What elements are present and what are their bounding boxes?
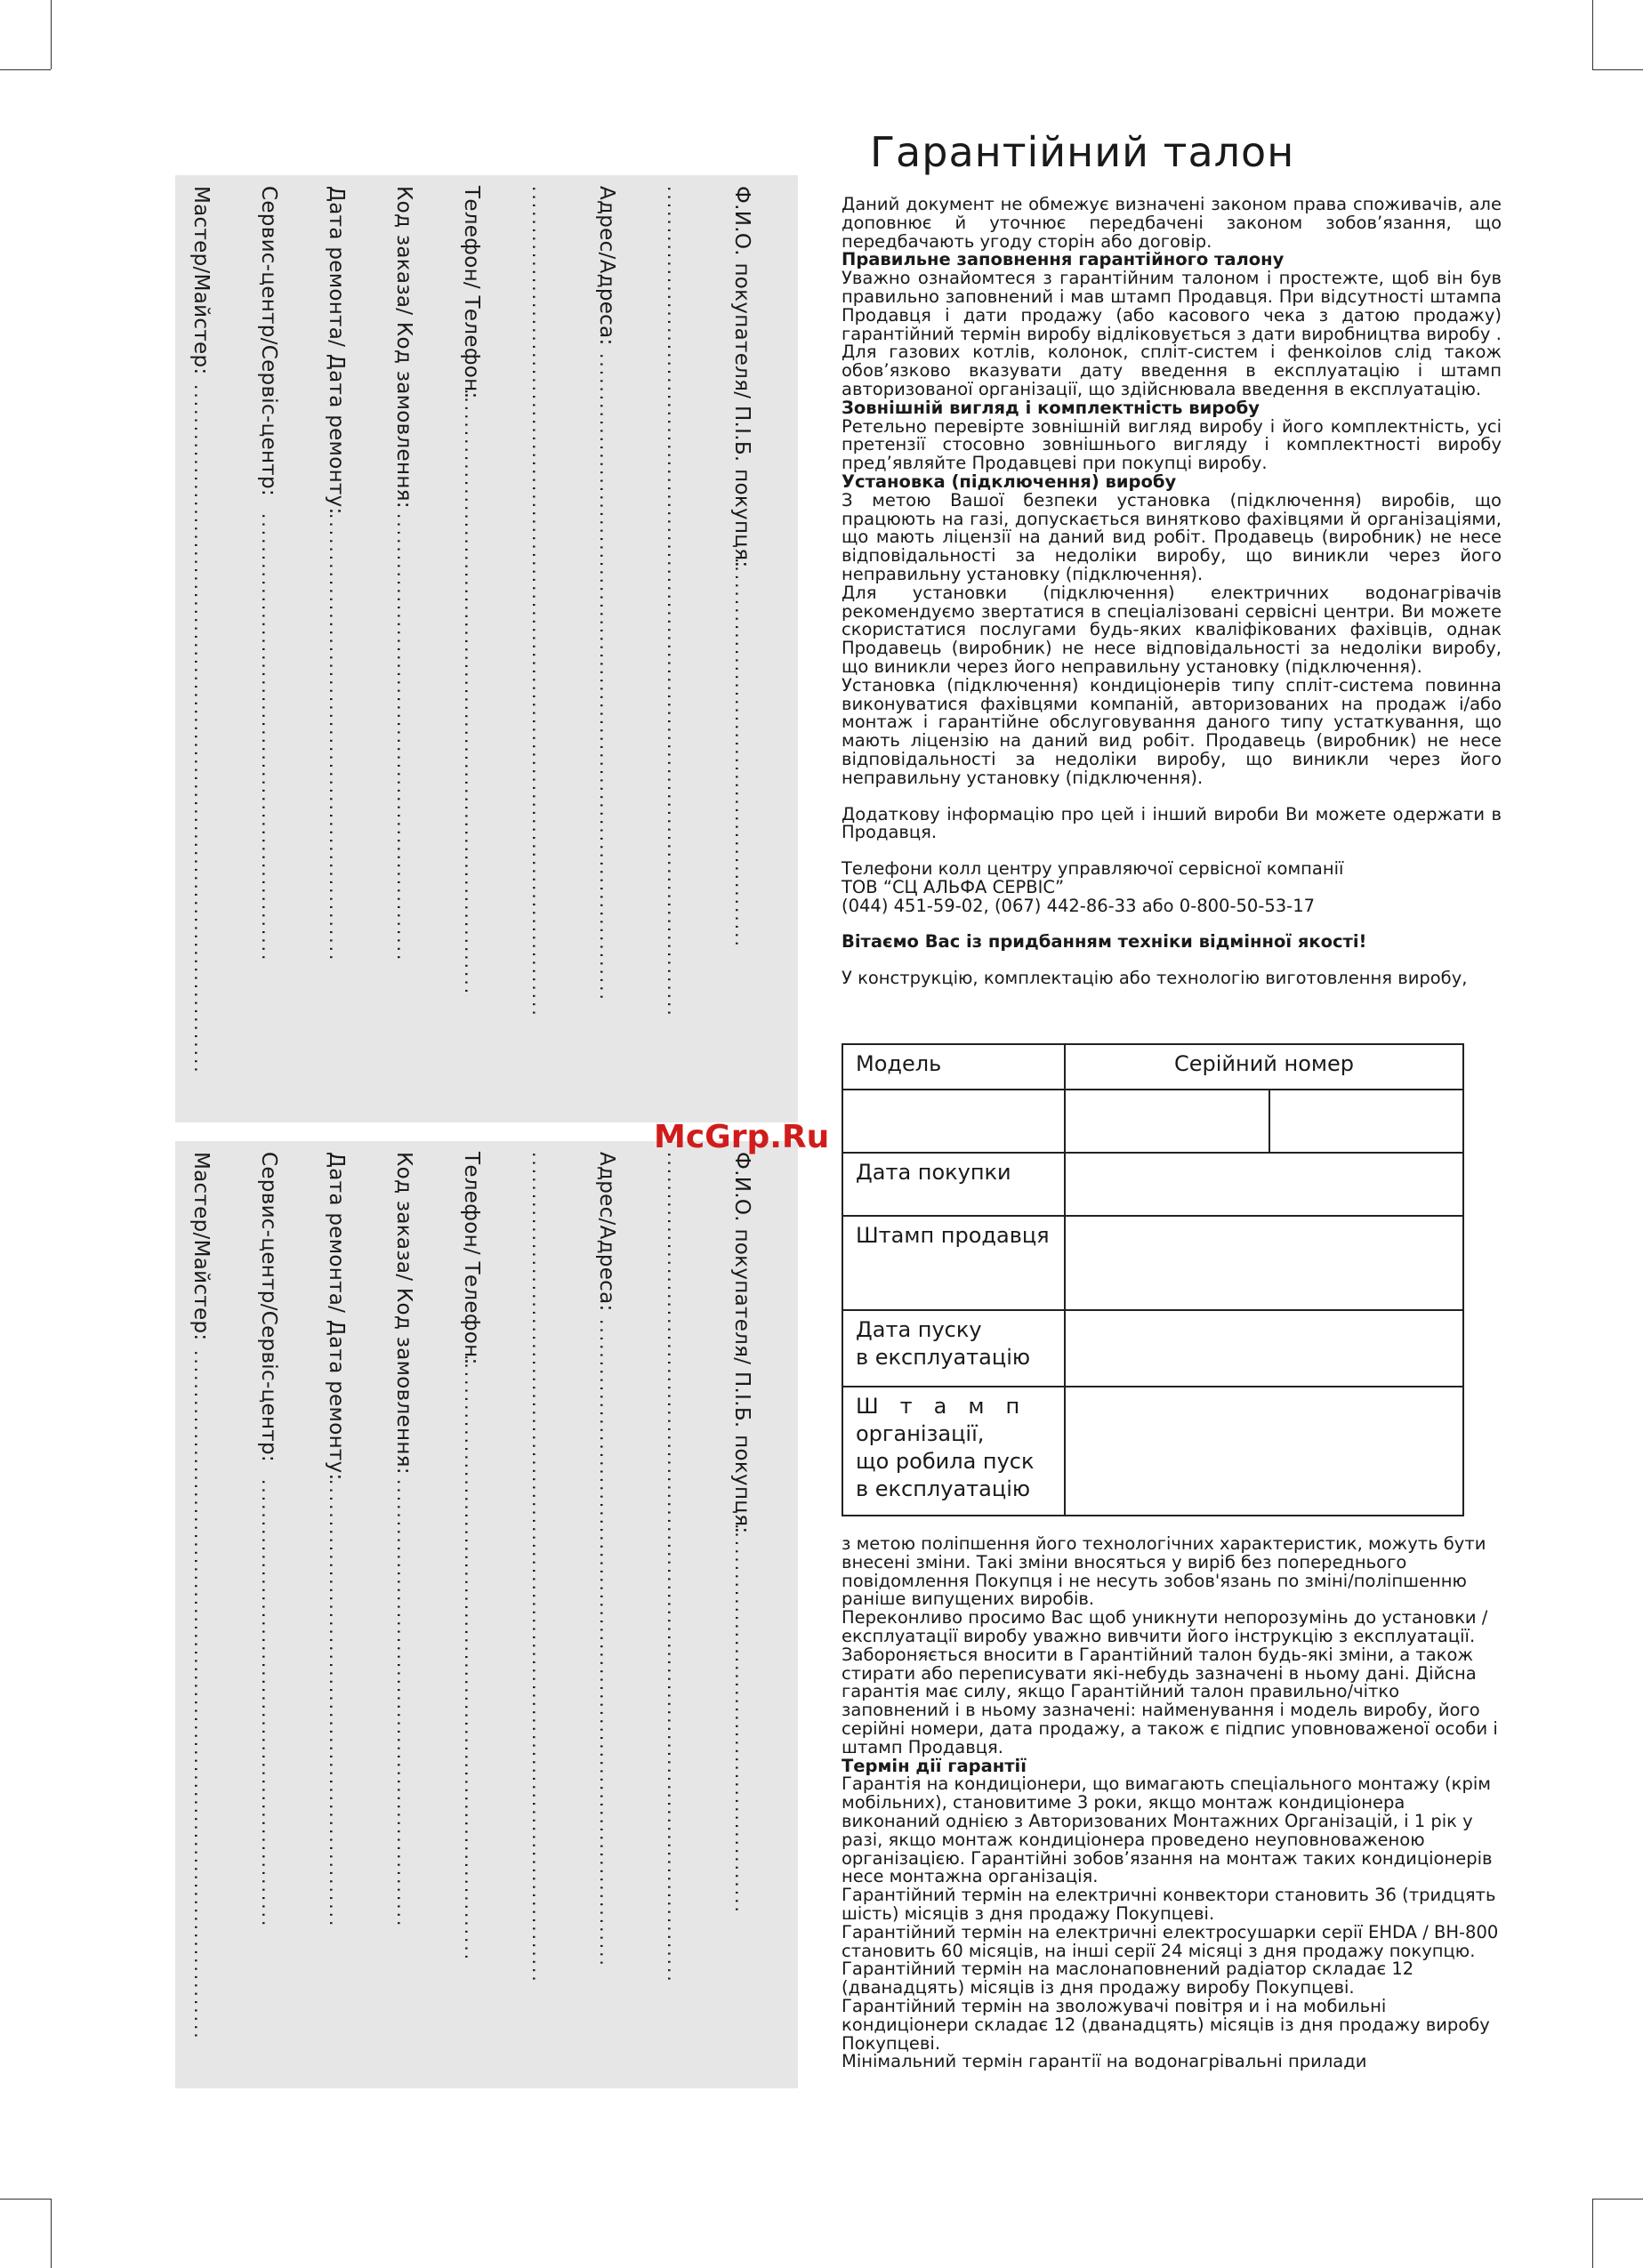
org-stamp-cell[interactable]: [1065, 1387, 1463, 1516]
model-cell[interactable]: [842, 1090, 1065, 1153]
repair-coupon-top: Ф.И.О. покупателя/ П.І.Б. покупця: ............................................... .................................................................................................... Адрес/Адреса: .............................................................................. .................................................................................................... Телефон/ Телефон: ......................................................................... Код заказа/ Код замовлення: ...................................................... Дата ремонта/ Дата ремонту: ...................................................... Сервис-центр/Сервіс-центр: ...................................................... Мастер/Майстер: ...................................................................................: [175, 175, 798, 1122]
crop-mark: [1592, 2199, 1593, 2268]
page-title: Гарантійний талон: [870, 128, 1295, 176]
start-date-label: Дата пуску в експлуатацію: [842, 1310, 1065, 1387]
company-name: ТОВ “СЦ АЛЬФА СЕРВІС”: [842, 876, 1065, 897]
paragraph: Для установки (підключення) електричних водонагрівачів рекомендуємо звертатися в спеціалізовані сервісні центри. Ви можете скористатися послугами будь-яких кваліфікованих фахівців, однак Продавець (виробник) не несе відповідальності за недоліки виробу, що виникли через його неправильну установку (підключення).: [842, 582, 1502, 677]
crop-mark: [51, 2199, 52, 2268]
paragraph: Ретельно перевірте зовнішній вигляд виробу і його комплектність, усі претензії стосовно зовнішнього вигляду і комплектності виробу пред’являйте Продавцеві при покупці виробу.: [842, 415, 1502, 474]
repair-coupon-bottom: Ф.И.О. покупателя/ П.І.Б. покупця: ............................................... .................................................................................................... Адрес/Адреса: .............................................................................. .................................................................................................... Телефон/ Телефон: ......................................................................... Код заказа/ Код замовлення: ...................................................... Дата ремонта/ Дата ремонту: ...................................................... Сервис-центр/Сервіс-центр: ...................................................... Мастер/Майстер: ...................................................................................: [175, 1141, 798, 2088]
warranty-text-bottom: [842, 1535, 1502, 2071]
crop-mark: [0, 69, 51, 70]
org-stamp-label: Штамп організації, що робила пуск в експлуатацію: [842, 1387, 1065, 1516]
purchase-date-cell[interactable]: [1065, 1153, 1463, 1216]
paragraph: Гарантія на кондиціонери, що вимагають спеціального монтажу (крім мобільних), становитиме 3 роки, якщо монтаж кондиціонера виконаний однією з Авторизованих Монтажних Організацій, і 1 рік у разі, якщо монтаж кондиціонера проведено неуповноваженою організацією. Гарантійні зобов’язання на монтаж таких кондиціонерів несе монтажна організація.: [842, 1773, 1493, 1887]
crop-mark: [51, 0, 52, 69]
paragraph: Гарантійний термін на електричні конвектори становить 36 (тридцять шість) місяців з дня продажу Покупцеві.: [842, 1885, 1496, 1924]
model-label: Модель: [842, 1044, 1065, 1090]
phone-numbers: (044) 451-59-02, (067) 442-86-33 або 0-800-50-53-17: [842, 895, 1316, 916]
paragraph: Гарантійний термін на електричні електросушарки серії EHDA / BH-800 становить 60 місяців, на інші серії 24 місяці з дня продажу покупцю.: [842, 1921, 1499, 1961]
phones-line: Телефони колл центру управляючої сервісної компанії: [842, 858, 1344, 880]
seller-stamp-label: Штамп продавця: [842, 1216, 1065, 1310]
crop-mark: [1592, 2199, 1643, 2200]
section-heading: Установка (підключення) виробу: [842, 470, 1177, 492]
start-date-cell[interactable]: [1065, 1310, 1463, 1387]
crop-mark: [1592, 69, 1643, 70]
congrats-text: Вітаємо Вас із придбанням техніки відмінної якості!: [842, 931, 1367, 953]
paragraph: Уважно ознайомтеся з гарантійним талоном і простежте, щоб він був правильно заповнений і мав штамп Продавця. При відсутності штампа Продавця і дати продажу (або касового чека з датою продажу) гарантійний термін виробу відліковується з дати виробництва виробу . Для газових котлів, колонок, спліт-систем і фенкоілов слід також обов’язково вказувати дату введення в експлуатацію і штамп авторизованої організації, що здійснювала введення в експлуатацію.: [842, 268, 1502, 399]
section-heading: Термін дії гарантії: [842, 1755, 1027, 1776]
paragraph: З метою Вашої безпеки установка (підключення) виробів, що працюють на газі, допускається винятково фахівцями й організаціями, що мають ліцензії на даний вид робіт. Продавець (виробник) не несе відповідальності за недоліки виробу, що виникли через його неправильну установку (підключення).: [842, 489, 1502, 584]
paragraph: з метою поліпшення його технологічних характеристик, можуть бути внесені зміни. Такі зміни вносяться у виріб без попереднього повідомлення Покупця і не несуть зобов'язань по зміні/поліпшенню раніше випущених виробів.: [842, 1533, 1486, 1610]
intro-paragraph: Даний документ не обмежує визначені законом права споживачів, але доповнює й уточнює передбачені законом зобов’язання, що передбачають угоду сторін або договір.: [842, 194, 1502, 252]
serial-label: Серійний номер: [1065, 1044, 1463, 1090]
paragraph: Додаткову інформацію про цей і інший вироби Ви можете одержати в Продавця.: [842, 803, 1502, 843]
warranty-table: [842, 1043, 1464, 1516]
crop-mark: [0, 2199, 51, 2200]
serial-cell-1[interactable]: [1065, 1090, 1269, 1153]
paragraph: Мінімальний термін гарантії на водонагрівальні прилади: [842, 2051, 1367, 2072]
section-heading: Правильне заповнення гарантійного талону: [842, 249, 1285, 270]
purchase-date-label: Дата покупки: [842, 1153, 1065, 1216]
warranty-text-top: [842, 196, 1502, 988]
crop-mark: [1592, 0, 1593, 69]
section-heading: Зовнішній вигляд і комплектність виробу: [842, 397, 1260, 418]
paragraph: У конструкцію, комплектацію або технологію виготовлення виробу,: [842, 968, 1468, 989]
serial-cell-2[interactable]: [1269, 1090, 1463, 1153]
paragraph: Установка (підключення) кондиціонерів типу спліт-система повинна виконуватися фахівцями компаній, авторизованих на продаж і/або монтаж і гарантійне обслуговування даного типу устаткування, що мають ліцензію на даний вид робіт. Продавець (виробник) не несе відповідальності за недоліки виробу, що виникли через його неправильну установку (підключення).: [842, 674, 1502, 788]
watermark-text: McGrp.Ru: [654, 1119, 830, 1155]
paragraph: Гарантійний термін на маслонаповнений радіатор складає 12 (дванадцять) місяців із дня продажу виробу Покупцеві.: [842, 1958, 1414, 1999]
seller-stamp-cell[interactable]: [1065, 1216, 1463, 1310]
paragraph: Переконливо просимо Вас щоб уникнути непорозумінь до установки /експлуатації виробу уважно вивчити його інструкцію з експлуатації. Забороняється вносити в Гарантійний талон будь-які зміни, а також стирати або переписувати які-небудь зазначені в ньому дані. Дійсна гарантія має силу, якщо Гарантійний талон правильно/чітко заповнений і в ньому зазначені: найменування і модель виробу, його серійні номери, дата продажу, а також є підпис уповноваженої особи і штамп Продавця.: [842, 1607, 1498, 1757]
paragraph: Гарантійний термін на зволожувачі повітря и і на мобильні кондиціонери складає 12 (дванадцять) місяців із дня продажу виробу Покупцеві.: [842, 1995, 1490, 2054]
